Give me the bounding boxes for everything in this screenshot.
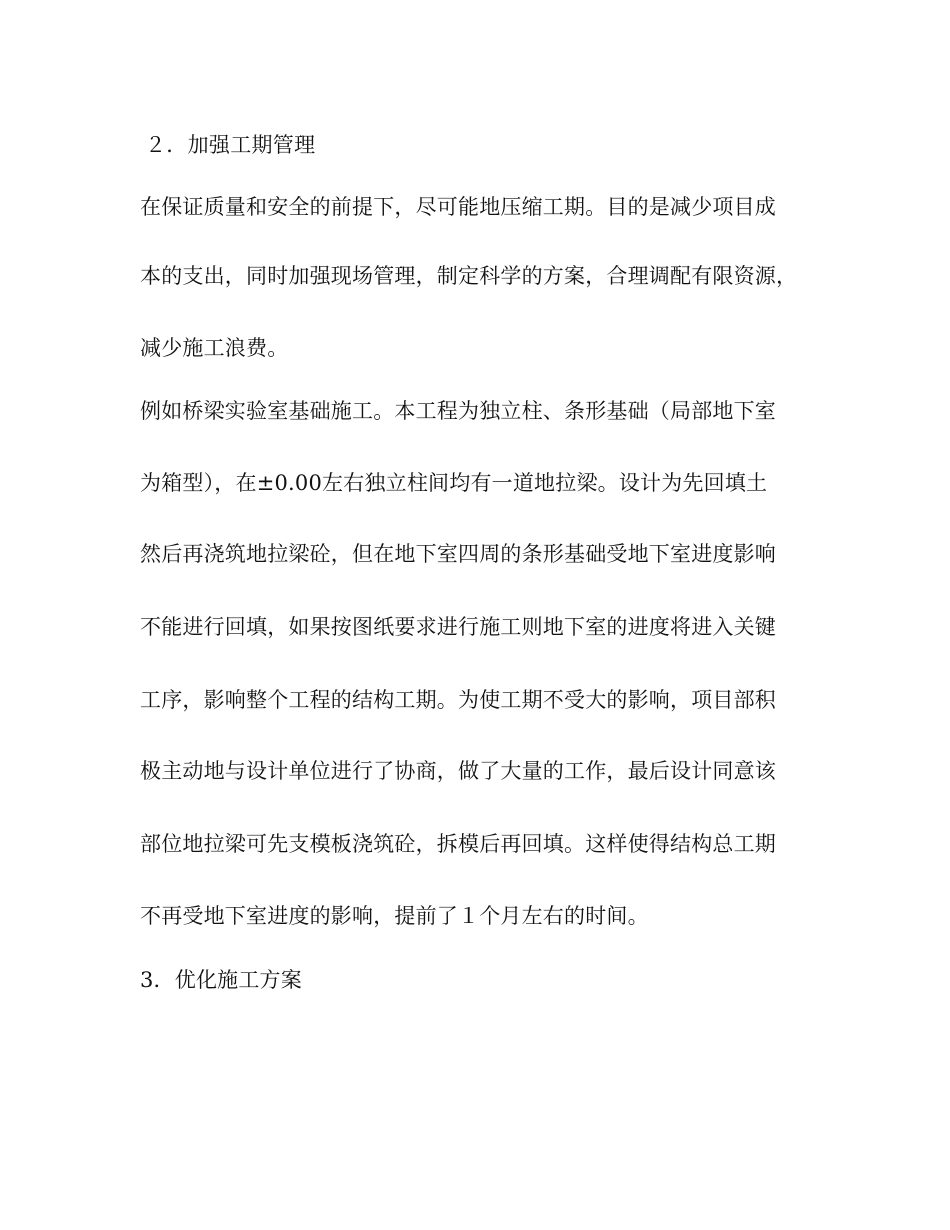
- paragraph-2-line-4: 不能进行回填，如果按图纸要求进行施工则地下室的进度将进入关键: [140, 615, 776, 639]
- paragraph-2-line-3: 然后再浇筑地拉梁砼，但在地下室四周的条形基础受地下室进度影响: [140, 542, 776, 566]
- section-heading-3: 3．优化施工方案: [140, 968, 302, 992]
- paragraph-2-line-5: 工序，影响整个工程的结构工期。为使工期不受大的影响，项目部积: [140, 688, 776, 712]
- paragraph-2-line-2: 为箱型），在±0.00左右独立柱间均有一道地拉梁。设计为先回填土: [140, 471, 768, 495]
- paragraph-1-line-2: 本的支出，同时加强现场管理，制定科学的方案，合理调配有限资源，: [140, 264, 798, 288]
- paragraph-1-line-1: 在保证质量和安全的前提下，尽可能地压缩工期。目的是减少项目成: [140, 195, 776, 219]
- paragraph-2-line-6: 极主动地与设计单位进行了协商，做了大量的工作，最后设计同意该: [140, 759, 776, 783]
- paragraph-2-line-7: 部位地拉梁可先支模板浇筑砼，拆模后再回填。这样使得结构总工期: [140, 832, 776, 856]
- paragraph-1-line-3: 减少施工浪费。: [140, 336, 289, 360]
- paragraph-2-line-8: 不再受地下室进度的影响，提前了１个月左右的时间。: [140, 904, 649, 928]
- paragraph-2-line-1: 例如桥梁实验室基础施工。本工程为独立柱、条形基础（局部地下室: [140, 399, 776, 423]
- section-heading-2: ２．加强工期管理: [145, 133, 316, 157]
